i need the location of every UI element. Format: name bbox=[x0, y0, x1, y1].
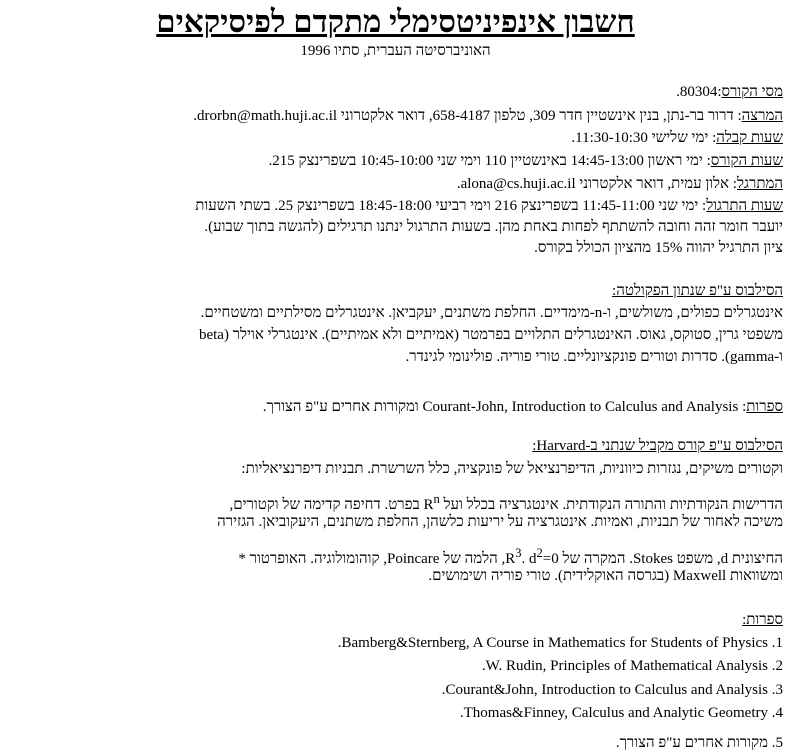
reception-value: : ימי שלישי 11:30-10:30. bbox=[571, 130, 717, 146]
recitation-label: שעות התרגול bbox=[706, 198, 783, 214]
course-number-line bbox=[8, 82, 783, 102]
literature1-line bbox=[8, 397, 783, 417]
literature1-label: ספרות bbox=[746, 399, 783, 415]
course-hours-value: : ימי ראשון 14:45-13:00 באינשטיין 110 וימי שני 10:45-10:00 בשפרינצק 215. bbox=[268, 153, 711, 169]
course-number-value: :80304. bbox=[676, 84, 722, 100]
recitation-cont-2: ציון התרגיל יהווה 15% מהציון הכולל בקורס. bbox=[534, 240, 783, 256]
faculty-syllabus-line: משפטי גרין, סטוקס, גאוס. האינטגרלים התלויים בפרמטר (אמיתיים ולא אמיתיים). אינטגרלי אוילר (beta bbox=[198, 327, 783, 343]
harvard-syllabus-line: משיכה לאחור של תבניות, ואמיות. אינטגרציה על יריעות כלשהן, החלפת משתנים, היעקוביאן. הגזירה bbox=[217, 514, 783, 530]
harvard-syllabus-line: וקטורים משיקים, נגזרות כיווניות, הדיפרנציאל של פונקציה, כלל השרשרת. תבניות דיפרנציאליות: bbox=[241, 461, 783, 477]
recitation-cont-1: יועבר חומר זהה וחובה להשתתף לפחות באחת מהן. בשעות התרגול ינתנו תרגילים (להגשה בתוך שבוע). bbox=[204, 219, 783, 235]
ta-line bbox=[8, 174, 783, 194]
course-hours-label: שעות הקורס bbox=[710, 153, 783, 169]
literature-item: 2. W. Rudin, Principles of Mathematical Analysis. bbox=[481, 658, 783, 674]
recitation-value: : ימי שני 11:45-11:00 בשפרינצק 216 וימי רביעי 18:45-18:00 בשפרינצק 25. בשתי השעות bbox=[195, 198, 707, 214]
literature-item: 4. Thomas&Finney, Calculus and Analytic Geometry. bbox=[459, 705, 783, 721]
harvard-syllabus-line: הדרישות הנקודתיות והתורה הנקודתית. אינטגרציה בכלל ועל $R^n$ בפרט. דחיפה קדימה של וקטורים, bbox=[229, 492, 783, 513]
literature-item: 3. Courant&John, Introduction to Calculus and Analysis. bbox=[441, 682, 783, 698]
course-hours-line bbox=[8, 151, 783, 171]
document-subtitle: האוניברסיטה העברית, סתיו 1996 bbox=[300, 43, 491, 59]
course-number-label: מסי הקורס bbox=[721, 84, 783, 100]
lecturer-value: : דרור בר-נתן, בנין אינשטיין חדר 309, טלפון 658-4187, דואר אלקטרוני drorbn@math.huji.ac.il. bbox=[193, 108, 742, 124]
document-title: חשבון אינפיניטסימלי מתקדם לפיסיקאים bbox=[156, 4, 635, 39]
faculty-syllabus-heading: הסילבוס ע"פ שנתון הפקולטה: bbox=[612, 283, 783, 299]
faculty-syllabus-line: ו-gamma). סדרות וטורים פונקציונליים. טורי פוריה. פולינומי לגינדר. bbox=[405, 349, 783, 365]
literature-item: 1. Bamberg&Sternberg, A Course in Mathematics for Students of Physics. bbox=[337, 635, 783, 651]
ta-value: : אלון עמית, דואר אלקטרוני alona@cs.huji.ac.il. bbox=[456, 176, 737, 192]
literature2-heading: ספרות: bbox=[742, 612, 783, 628]
harvard-syllabus-heading: הסילבוס ע"פ קורס מקביל שנתני ב-Harvard: bbox=[532, 438, 783, 454]
ta-label: המתרגל bbox=[736, 176, 783, 192]
faculty-syllabus-line: אינטגרלים כפולים, משולשים, ו-n-מימדיים. החלפת משתנים, יעקביאן. אינטגרלים מסילתיים ומשטחיים. bbox=[200, 305, 783, 321]
lecturer-line bbox=[8, 106, 783, 126]
harvard-syllabus-line: ומשוואות Maxwell (בגרסה האוקלידית). טורי פוריה ושימושים. bbox=[428, 568, 783, 584]
literature-item: 5. מקורות אחרים ע"פ הצורך. bbox=[615, 735, 783, 751]
harvard-syllabus-line: החיצונית d, משפט Stokes. המקרה של $R^3$. $d^2=0$, הלמה של Poincare, קוהומולוגיה. האופרטור * bbox=[238, 546, 783, 567]
reception-line bbox=[8, 128, 783, 148]
recitation-line bbox=[8, 196, 783, 216]
lecturer-label: המרצה bbox=[741, 108, 783, 124]
reception-label: שעות קבלה bbox=[716, 130, 783, 146]
literature1-value: : Courant-John, Introduction to Calculus and Analysis ומקורות אחרים ע"פ הצורך. bbox=[262, 399, 747, 415]
